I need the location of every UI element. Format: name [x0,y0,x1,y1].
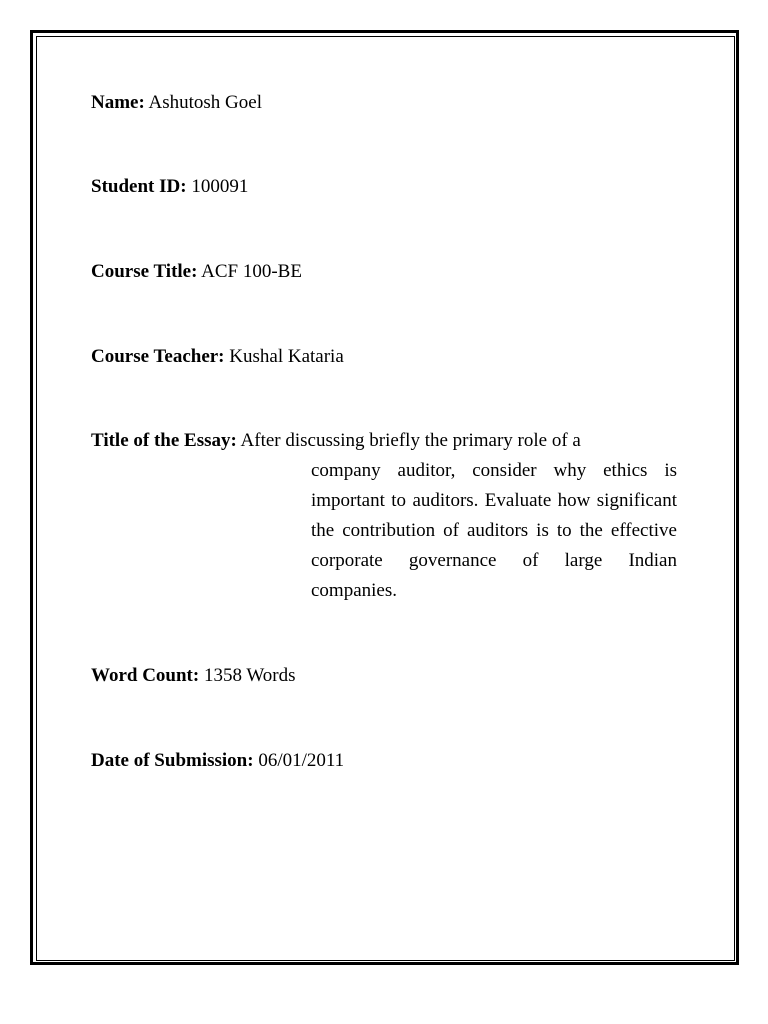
student-id-field [91,172,248,202]
word-count-value: 1358 Words [203,665,296,686]
word-count-field [91,661,296,691]
essay-title-continuation: company auditor, consider why ethics is important to auditors. Evaluate how significant the contribution of auditors is to the effective corporate governance of large Indian companies. [311,460,677,601]
student-id-value: 100091 [191,176,249,197]
course-teacher-value: Kushal Kataria [229,346,344,367]
name-label: Name: [91,92,145,113]
date-of-submission-field [91,746,344,776]
date-of-submission-label: Date of Submission: [91,750,254,771]
student-id-label: Student ID: [91,176,187,197]
essay-title-field [91,426,677,456]
word-count-label: Word Count: [91,665,200,686]
course-title-value: ACF 100-BE [201,261,302,282]
name-value: Ashutosh Goel [148,92,262,113]
essay-title-first-line: After discussing briefly the primary role of a [240,430,581,451]
course-title-field [91,257,302,287]
course-teacher-label: Course Teacher: [91,346,225,367]
name-field [91,88,262,118]
date-of-submission-value: 06/01/2011 [258,750,345,771]
course-teacher-field [91,342,344,372]
essay-title-label: Title of the Essay: [91,430,237,451]
course-title-label: Course Title: [91,261,198,282]
